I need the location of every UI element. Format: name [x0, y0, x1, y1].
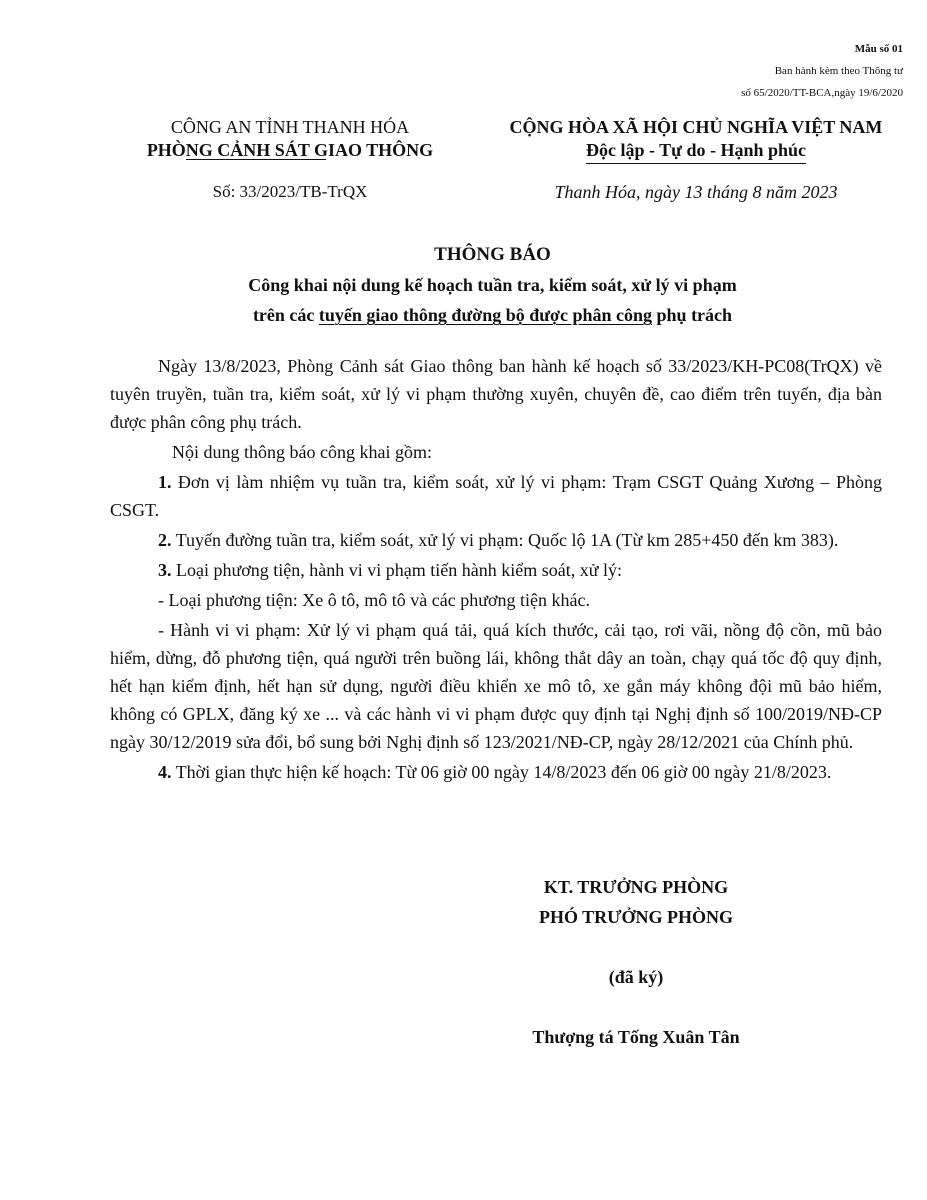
department-name: PHÒNG CẢNH SÁT GIAO THÔNG — [146, 140, 434, 160]
form-circular: số 65/2020/TT-BCA,ngày 19/6/2020 — [741, 87, 903, 99]
item-3-number: 3. — [158, 560, 172, 580]
place-and-date: Thanh Hóa, ngày 13 tháng 8 năm 2023 — [554, 182, 838, 202]
item-1-number: 1. — [158, 472, 172, 492]
content-intro: Nội dung thông báo công khai gồm: — [172, 442, 432, 462]
title-line3-pre: trên các — [252, 305, 319, 325]
title-subject-line2 — [60, 300, 925, 330]
signer-name: Thượng tá Tống Xuân Tân — [532, 1027, 740, 1047]
vehicle-types: - Loại phương tiện: Xe ô tô, mô tô và các phương tiện khác. — [158, 590, 590, 610]
violation-types: - Hành vi vi phạm: Xử lý vi phạm quá tải, quá kích thước, cải tạo, rơi vãi, nồng độ cồn, mũ bảo hiểm, dừng, đỗ phương tiện, quá người trên buồng lái, không thắt dây an toàn, chạy quá tốc độ quy định, hết hạn kiểm định, hết hạn sử dụng, người điều khiển xe mô tô, xe gắn máy không đội mũ bảo hiểm, không có GPLX, đăng ký xe ... và các hành vi vi phạm được quy định tại Nghị định số 100/2019/NĐ-CP ngày 30/12/2019 sửa đổi, bổ sung bởi Nghị định số 123/2021/NĐ-CP, ngày 28/12/2021 của Chính phủ. — [110, 620, 882, 752]
intro-paragraph: Ngày 13/8/2023, Phòng Cảnh sát Giao thông ban hành kế hoạch số 33/2023/KH-PC08(TrQX) về tuyên truyền, tuần tra, kiểm soát, xử lý vi phạm thường xuyên, chuyên đề, cao điểm trên tuyến, địa bàn được phân công phụ trách. — [110, 356, 882, 432]
nation-name: CỘNG HÒA XÃ HỘI CHỦ NGHĨA VIỆT NAM — [509, 117, 883, 137]
item-2-text: Tuyến đường tuần tra, kiểm soát, xử lý vi phạm: Quốc lộ 1A (Từ km 285+450 đến km 383). — [171, 530, 839, 550]
title-line3-underlined: tuyến giao thông đường bộ được phân công — [318, 305, 653, 325]
document-title — [60, 240, 925, 330]
item-2-number: 2. — [158, 530, 172, 550]
signature-block — [476, 872, 796, 1052]
signature-position: PHÓ TRƯỞNG PHÒNG — [538, 907, 733, 927]
item-3 — [110, 556, 882, 584]
form-note — [741, 38, 903, 104]
item-3-text: Loại phương tiện, hành vi vi phạm tiến hành kiểm soát, xử lý: — [171, 560, 622, 580]
national-motto: Độc lập - Tự do - Hạnh phúc — [586, 139, 806, 164]
document-number: Số: 33/2023/TB-TrQX — [212, 182, 368, 201]
national-header-block — [476, 116, 916, 203]
item-1-text: Đơn vị làm nhiệm vụ tuần tra, kiểm soát, xử lý vi phạm: Trạm CSGT Quảng Xương – Phòng CSGT. — [110, 472, 882, 520]
title-heading: THÔNG BÁO — [434, 244, 551, 265]
signed-note: (đã ký) — [608, 967, 664, 987]
form-issued-with: Ban hành kèm theo Thông tư — [774, 65, 903, 77]
form-number: Mẫu số 01 — [854, 43, 903, 55]
title-subject-line1: Công khai nội dung kế hoạch tuần tra, kiểm soát, xử lý vi phạm — [248, 275, 737, 295]
item-4-text: Thời gian thực hiện kế hoạch: Từ 06 giờ 00 ngày 14/8/2023 đến 06 giờ 00 ngày 21/8/2023. — [171, 762, 832, 782]
agency-name: CÔNG AN TỈNH THANH HÓA — [170, 117, 410, 137]
item-4-number: 4. — [158, 762, 172, 782]
title-line3-post: phụ trách — [652, 305, 733, 325]
item-1 — [110, 468, 882, 524]
department-underline — [186, 159, 326, 160]
signature-on-behalf: KT. TRƯỞNG PHÒNG — [543, 877, 729, 897]
document-body — [110, 352, 882, 788]
item-2 — [110, 526, 882, 554]
item-4 — [110, 758, 882, 786]
